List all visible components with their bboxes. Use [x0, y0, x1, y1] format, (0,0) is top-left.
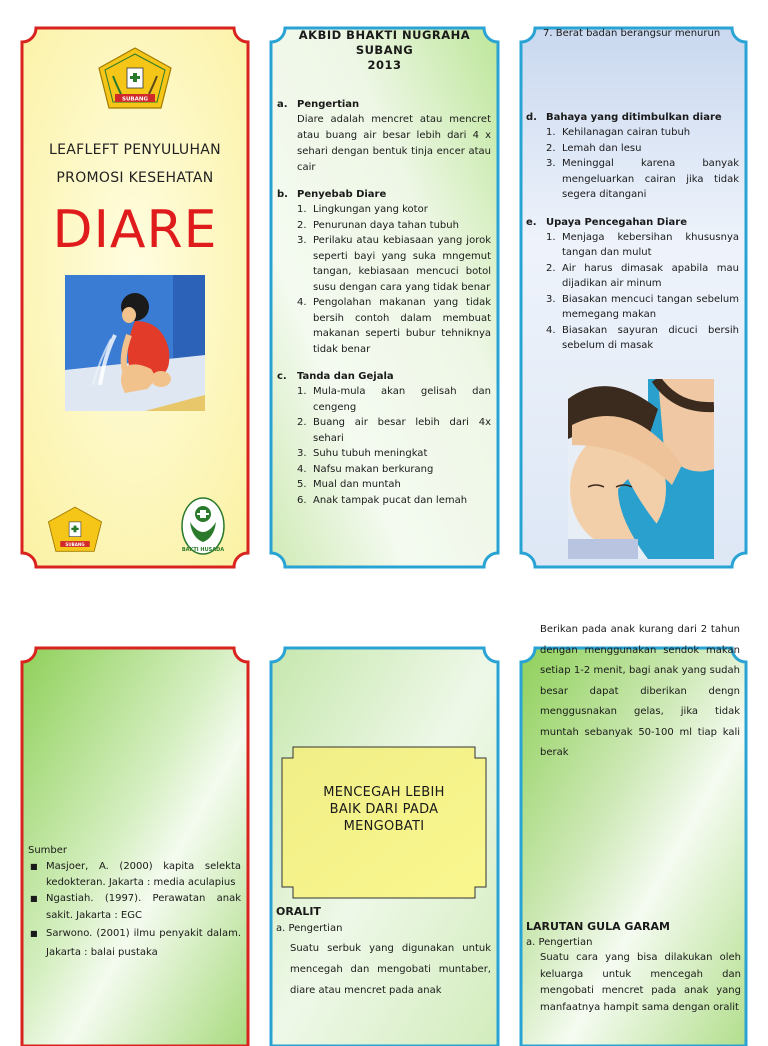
oralit-panel [269, 646, 500, 1046]
mother-child-photo [568, 379, 714, 559]
institution-logo-bottom [47, 504, 103, 556]
list-item: 4. Nafsu makan berkurang [297, 463, 434, 475]
cover-panel [20, 26, 250, 569]
list-item: 1. Kehilanagan cairan tubuh [546, 127, 691, 138]
section-pengertian-text: Diare adalah mencret atau mencret atau buang air besar lebih dari 4 x sehari dengan bentuk tinja encer atau cair [297, 114, 491, 173]
list-item: 3. Meninggal karena banyak mengeluarkan cairan jika tidak segera ditangani [546, 158, 739, 200]
list-item: 4. Biasakan sayuran dicuci bersih sebelum di masak [546, 324, 739, 351]
cover-title: DIARE [52, 200, 218, 260]
oralit-heading: ORALIT [276, 905, 321, 918]
list-item: 1. Mula-mula akan gelisah dan cengeng [297, 386, 491, 413]
pencegahan-list [526, 230, 739, 354]
slogan-box [281, 746, 487, 899]
bahaya-list [526, 125, 739, 203]
cover-illustration [65, 275, 205, 411]
section-pengertian-title: a. Pengertian [277, 99, 360, 110]
lgg-heading: LARUTAN GULA GARAM [526, 920, 670, 933]
lgg-sublabel: a. Pengertian [526, 937, 593, 948]
info-panel [269, 26, 500, 569]
list-item: 3. Perilaku atau kebiasaan yang jorok seperti bayi yang suka mngemut tangan, kebiasaan mencuci botol susu dengan cara yang tidak benar [297, 235, 491, 293]
list-item: 4. Pengolahan makanan yang tidak bersih contoh dalam membuat makanan seperti bubur tehniknya tidak benar [297, 297, 491, 355]
section-bahaya-title: d. Bahaya yang ditimbulkan diare [526, 112, 722, 123]
list-item: 5. Mual dan muntah [297, 479, 401, 490]
slogan-text: MENCEGAH LEBIH BAIK DARI PADA MENGOBATI [323, 785, 445, 834]
list-item: 3. Biasakan mencuci tangan sebelum memegang makan [546, 293, 739, 320]
danger-panel [519, 26, 748, 569]
institution-logo-top [97, 46, 173, 112]
list-item: 2. Air harus dimasak apabila mau dijadikan air minum [546, 262, 739, 289]
sources-heading: Sumber [28, 845, 68, 856]
bakti-husada-logo [180, 496, 226, 556]
reference-list [28, 859, 241, 962]
oralit-sublabel: a. Pengertian [276, 923, 343, 934]
list-item: 1. Menjaga kebersihan khususnya tangan dan mulut [546, 231, 739, 258]
reference-item: ■ Sarwono. (2001) ilmu penyakit dalam. Jakarta : balai pustaka [30, 928, 241, 958]
info-header-line2: SUBANG [355, 43, 414, 57]
list-item: 1. Lingkungan yang kotor [297, 204, 428, 215]
svg-text:SUBANG: SUBANG [122, 96, 148, 103]
info-header-line1: AKBID BHAKTI NUGRAHA [298, 28, 471, 42]
reference-item: ■ Ngastiah. (1997). Perawatan anak sakit. Jakarta : EGC [30, 893, 241, 921]
lgg-text: Suatu cara yang bisa dilakukan oleh keluarga untuk mencegah dan mengobati mencret pada anak yang manfaatnya hampit sama dengan oralit [540, 952, 741, 1013]
gejala-list [277, 384, 491, 508]
carry-over-item: 7. Berat badan berangsur menurun [543, 28, 721, 39]
section-gejala-title: c. Tanda dan Gejala [277, 371, 394, 382]
lgg-intro-text: Berikan pada anak kurang dari 2 tahun dengan menggunakan sendok makan setiap 1-2 menit, bagi anak yang sudah besar dapat diberikan dengn menggusnakan gelas, jika tidak muntah sebanyak 50-100 ml tiap kali berak [540, 624, 740, 758]
info-header-line3: 2013 [367, 58, 402, 72]
svg-text:BAKTI HUSADA: BAKTI HUSADA [181, 547, 225, 553]
svg-text:SUBANG: SUBANG [65, 541, 85, 547]
cover-subtitle-line1: LEAFLEFT PENYULUHAN [49, 142, 221, 158]
list-item: 3. Suhu tubuh meningkat [297, 448, 428, 459]
list-item: 2. Buang air besar lebih dari 4x sehari [297, 417, 491, 444]
penyebab-list [277, 202, 491, 357]
list-item: 2. Lemah dan lesu [546, 142, 642, 154]
oralit-text: Suatu serbuk yang digunakan untuk mencegah dan mengobati muntaber, diare atau mencret pada anak [290, 943, 491, 996]
list-item: 6. Anak tampak pucat dan lemah [297, 494, 468, 506]
reference-item: ■ Masjoer, A. (2000) kapita selekta kedokteran. Jakarta : media aculapius [30, 861, 241, 888]
sources-panel [20, 646, 250, 1046]
section-pencegahan-title: e. Upaya Pencegahan Diare [526, 216, 687, 228]
section-penyebab-title: b. Penyebab Diare [277, 189, 387, 200]
cover-subtitle-line2: PROMOSI KESEHATAN [56, 170, 214, 186]
list-item: 2. Penurunan daya tahan tubuh [297, 219, 459, 231]
